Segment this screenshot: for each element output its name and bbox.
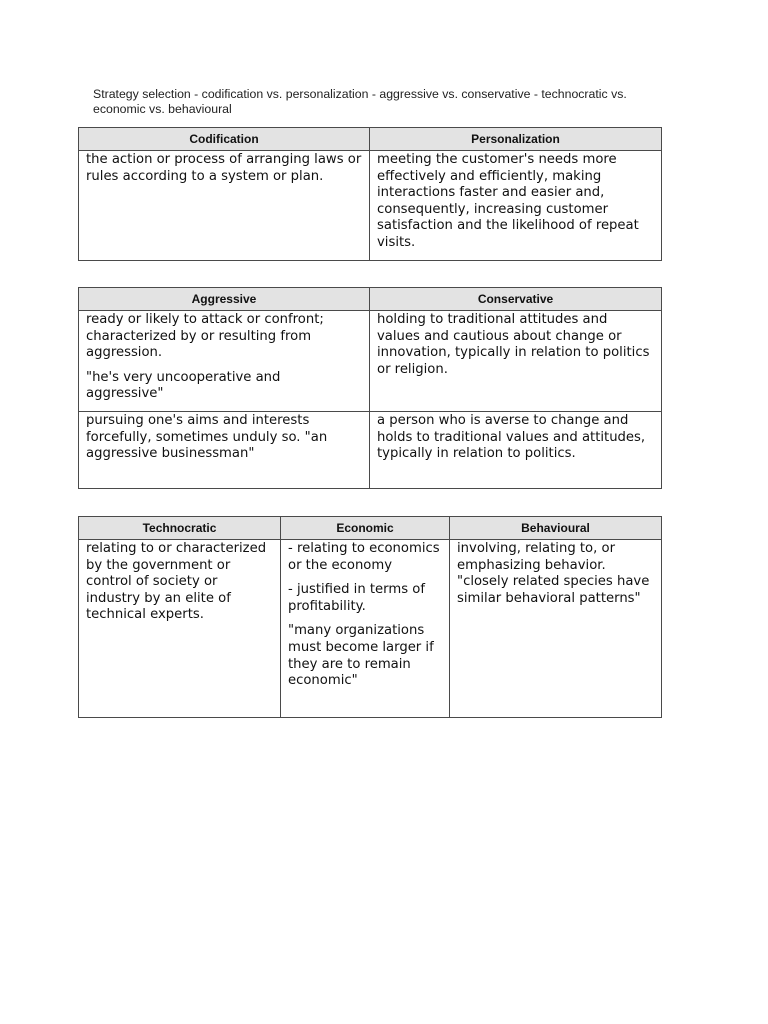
table-header-row (79, 288, 662, 311)
aggressive-conservative-table (78, 287, 662, 489)
header-economic: Economic (281, 517, 450, 540)
example-text: "he's very uncooperative and aggressive" (86, 369, 281, 402)
definition-text: - relating to economics or the economy (288, 541, 440, 573)
table-header-row (79, 517, 662, 540)
definition-text: the action or process of arranging laws or rules according to a system or plan. (86, 152, 362, 184)
definition-text: a person who is averse to change and holds to traditional values and attitudes, typically in relation to politics. (377, 413, 646, 462)
table-header-row (79, 128, 662, 151)
definition-text: - justified in terms of profitability. (288, 582, 425, 614)
header-technocratic: Technocratic (79, 517, 281, 540)
example-text: "many organizations must become larger if they are to remain economic" (288, 623, 434, 689)
conservative-definition-cell (370, 412, 662, 489)
definition-text: relating to or characterized by the government or control of society or industry by an elite of technical experts. (86, 541, 267, 623)
header-conservative: Conservative (370, 288, 662, 311)
table-row (79, 311, 662, 412)
document-heading: Strategy selection - codification vs. personalization - aggressive vs. conservative - technocratic vs. economic vs. behavioural (93, 87, 627, 116)
definition-text: pursuing one's aims and interests forcefully, sometimes unduly so. "an aggressive businessman" (86, 413, 328, 462)
behavioural-definition-cell (450, 540, 662, 718)
header-behavioural: Behavioural (450, 517, 662, 540)
header-codification: Codification (79, 128, 370, 151)
codification-personalization-table (78, 127, 662, 261)
table-row (79, 412, 662, 489)
aggressive-definition-cell (79, 311, 370, 412)
definition-text: holding to traditional attitudes and values and cautious about change or innovation, typically in relation to politics or religion. (377, 312, 650, 377)
conservative-definition-cell (370, 311, 662, 412)
definition-text: involving, relating to, or emphasizing behavior. "closely related species have similar behavioral patterns" (457, 541, 650, 606)
personalization-definition-cell (370, 151, 662, 261)
aggressive-definition-cell (79, 412, 370, 489)
definition-text: ready or likely to attack or confront; characterized by or resulting from aggression. (86, 312, 324, 361)
table-row (79, 540, 662, 718)
header-aggressive: Aggressive (79, 288, 370, 311)
codification-definition-cell (79, 151, 370, 261)
economic-definition-cell (281, 540, 450, 718)
technocratic-economic-behavioural-table (78, 516, 662, 718)
technocratic-definition-cell (79, 540, 281, 718)
header-personalization: Personalization (370, 128, 662, 151)
table-row (79, 151, 662, 261)
definition-text: meeting the customer's needs more effectively and efficiently, making interactions faster and easier and, consequently, increasing customer satisfaction and the likelihood of repeat visits. (377, 152, 639, 250)
